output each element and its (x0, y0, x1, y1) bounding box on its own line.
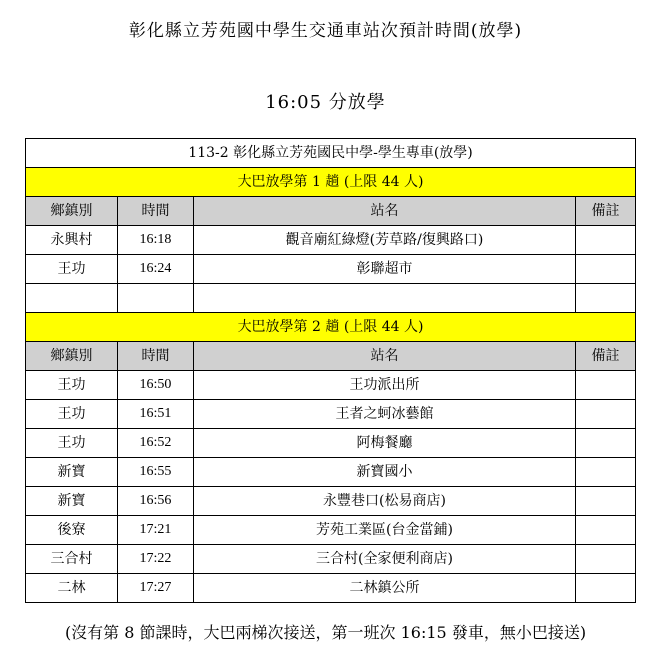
table-row (26, 429, 636, 458)
note-cell (576, 255, 636, 284)
table-row (26, 545, 636, 574)
table-row (26, 516, 636, 545)
time-cell: 17:21 (118, 516, 194, 545)
time-cell: 16:51 (118, 400, 194, 429)
town-cell: 王功 (26, 429, 118, 458)
time-cell: 16:56 (118, 487, 194, 516)
stop-name-cell: 觀音廟紅綠燈(芳草路/復興路口) (194, 226, 576, 255)
town-cell: 新寶 (26, 487, 118, 516)
note-cell (576, 226, 636, 255)
time-cell: 17:22 (118, 545, 194, 574)
table-row (26, 458, 636, 487)
column-header-note: 備註 (576, 342, 636, 371)
table-row (26, 255, 636, 284)
table-row (26, 574, 636, 603)
trip-label: 大巴放學第 2 趟 (上限 44 人) (26, 313, 636, 342)
time-cell: 16:24 (118, 255, 194, 284)
table-row (26, 284, 636, 313)
time-cell: 16:52 (118, 429, 194, 458)
time-cell: 16:55 (118, 458, 194, 487)
note-cell (576, 400, 636, 429)
table-row (26, 400, 636, 429)
stop-name-cell: 芳苑工業區(台金當鋪) (194, 516, 576, 545)
stop-name-cell: 新寶國小 (194, 458, 576, 487)
bus-schedule-table (25, 138, 636, 603)
town-cell: 二林 (26, 574, 118, 603)
table-row (26, 226, 636, 255)
stop-name-cell: 彰聯超市 (194, 255, 576, 284)
time-cell (118, 284, 194, 313)
stop-name-cell: 王功派出所 (194, 371, 576, 400)
trip-label: 大巴放學第 1 趟 (上限 44 人) (26, 168, 636, 197)
town-cell: 王功 (26, 400, 118, 429)
footnote: (沒有第 8 節課時，大巴兩梯次接送，第一班次 16:15 發車，無小巴接送) (64, 623, 587, 642)
column-header-time: 時間 (118, 197, 194, 226)
note-cell (576, 284, 636, 313)
column-header-stop: 站名 (194, 197, 576, 226)
note-cell (576, 458, 636, 487)
table-row (26, 487, 636, 516)
document-title: 彰化縣立芳苑國中學生交通車站次預計時間(放學) (128, 21, 523, 41)
stop-name-cell (194, 284, 576, 313)
trip-row (26, 313, 636, 342)
town-cell: 王功 (26, 371, 118, 400)
stop-name-cell: 王者之蚵冰藝館 (194, 400, 576, 429)
stop-name-cell: 阿梅餐廳 (194, 429, 576, 458)
town-cell: 三合村 (26, 545, 118, 574)
time-cell: 16:50 (118, 371, 194, 400)
stop-name-cell: 永豐巷口(松易商店) (194, 487, 576, 516)
trip-row (26, 168, 636, 197)
note-cell (576, 487, 636, 516)
note-cell (576, 429, 636, 458)
column-header-town: 鄉鎮別 (26, 342, 118, 371)
note-cell (576, 574, 636, 603)
table-row (26, 371, 636, 400)
column-header-row (26, 197, 636, 226)
note-cell (576, 516, 636, 545)
town-cell: 永興村 (26, 226, 118, 255)
town-cell: 後寮 (26, 516, 118, 545)
stop-name-cell: 二林鎮公所 (194, 574, 576, 603)
column-header-town: 鄉鎮別 (26, 197, 118, 226)
town-cell: 王功 (26, 255, 118, 284)
column-header-note: 備註 (576, 197, 636, 226)
town-cell: 新寶 (26, 458, 118, 487)
stop-name-cell: 三合村(全家便利商店) (194, 545, 576, 574)
time-cell: 16:18 (118, 226, 194, 255)
banner-row (26, 139, 636, 168)
column-header-time: 時間 (118, 342, 194, 371)
time-cell: 17:27 (118, 574, 194, 603)
dismissal-time: 16:05 分放學 (265, 92, 386, 113)
column-header-stop: 站名 (194, 342, 576, 371)
table-banner: 113-2 彰化縣立芳苑國民中學-學生專車(放學) (26, 139, 636, 168)
note-cell (576, 545, 636, 574)
column-header-row (26, 342, 636, 371)
note-cell (576, 371, 636, 400)
town-cell (26, 284, 118, 313)
